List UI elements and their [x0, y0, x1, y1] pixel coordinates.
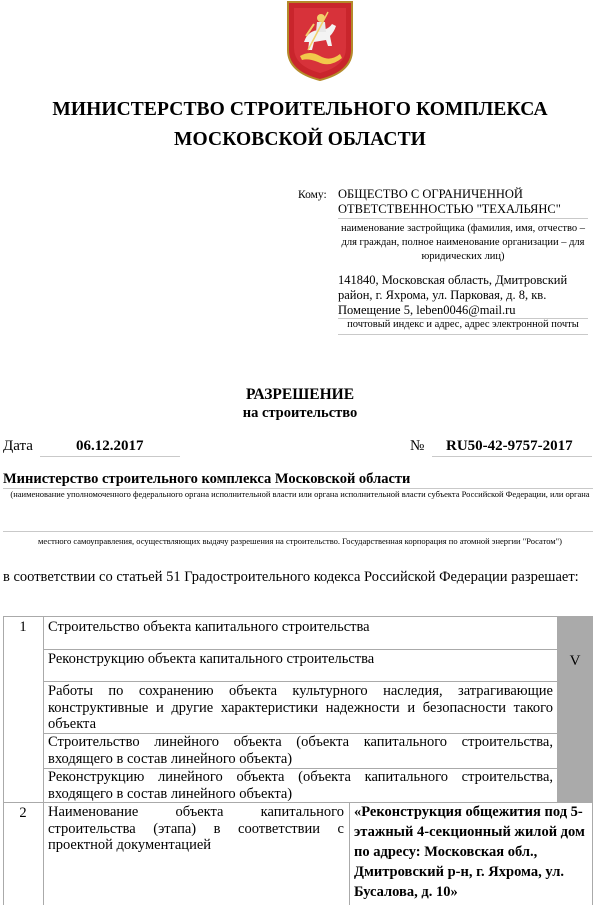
- permit-number-label: №: [410, 438, 425, 454]
- permit-subtitle: на строительство: [242, 405, 358, 421]
- issuing-authority-caption-line2: местного самоуправления, осуществляющих выдачу разрешения на строительство. Государственная корпорация по атомной энергии "Росатом"): [38, 536, 562, 546]
- recipient-address: 141840, Московская область, Дмитровский район, г. Яхрома, ул. Парковая, д. 8, кв. Помещение 5, leben0046@mail.ru: [338, 273, 568, 317]
- permit-date-value: 06.12.2017: [76, 438, 144, 454]
- recipient-label: Кому:: [298, 189, 327, 201]
- recipient-name-underline: [338, 218, 588, 219]
- ministry-title-line2: МОСКОВСКОЙ ОБЛАСТИ: [174, 129, 426, 150]
- moscow-oblast-coat-of-arms-icon: [284, 0, 356, 82]
- table-row-option-2: Реконструкцию объекта капитального строительства: [48, 651, 375, 667]
- ministry-title: [0, 95, 600, 155]
- ministry-title-line1: МИНИСТЕРСТВО СТРОИТЕЛЬНОГО КОМПЛЕКСА: [52, 99, 548, 120]
- option-2-mark: V: [569, 653, 581, 669]
- address-caption-underline: [338, 334, 588, 335]
- object-name-label: Наименование объекта капитального строительства (этапа) в соответствии с проектной документацией: [48, 804, 344, 853]
- table-row-option-3: Работы по сохранению объекта культурного наследия, затрагивающие конструктивные и другие характеристики надежности и безопасности такого объекта: [48, 683, 553, 732]
- number-underline: [432, 456, 592, 457]
- table-row-option-1: Строительство объекта капитального строительства: [48, 619, 370, 635]
- permit-title: РАЗРЕШЕНИЕ: [245, 386, 355, 403]
- permit-date-label: Дата: [3, 438, 33, 454]
- table-row-option-4: Строительство линейного объекта (объекта капитального строительства, входящего в состав линейного объекта): [48, 734, 553, 767]
- recipient-name-caption: наименование застройщика (фамилия, имя, отчество – для граждан, полное наименование организации – для юридических лиц): [341, 223, 585, 262]
- permit-table: [3, 616, 593, 905]
- permit-number-value: RU50-42-9757-2017: [446, 438, 573, 454]
- issuer-blank-underline: [3, 531, 593, 532]
- row-1-number: 1: [19, 619, 27, 635]
- object-name-value: «Реконструкция общежития под 5-этажный 4-секционный жилой дом по адресу: Московская обл., Дмитровский р-н, г. Яхрома, ул. Бусалова, д. 10»: [354, 804, 585, 900]
- issuing-authority-name: Министерство строительного комплекса Московской области: [3, 471, 411, 487]
- legal-basis-text: в соответствии со статьей 51 Градостроительного кодекса Российской Федерации разрешает:: [3, 569, 579, 585]
- mark-column-shading: [557, 616, 593, 802]
- recipient-address-caption: почтовый индекс и адрес, адрес электронной почты: [347, 319, 579, 330]
- recipient-name: ОБЩЕСТВО С ОГРАНИЧЕННОЙ ОТВЕТСТВЕННОСТЬЮ "ТЕХАЛЬЯНС": [338, 187, 561, 216]
- date-underline: [40, 456, 180, 457]
- row-2-number: 2: [19, 805, 27, 821]
- table-row-option-5: Реконструкцию линейного объекта (объекта капитального строительства, входящего в состав линейного объекта): [48, 769, 553, 802]
- issuing-authority-caption-line1: (наименование уполномоченного федерального органа исполнительной власти или органа исполнительной власти субъекта Российской Федерации, или органа: [10, 489, 590, 499]
